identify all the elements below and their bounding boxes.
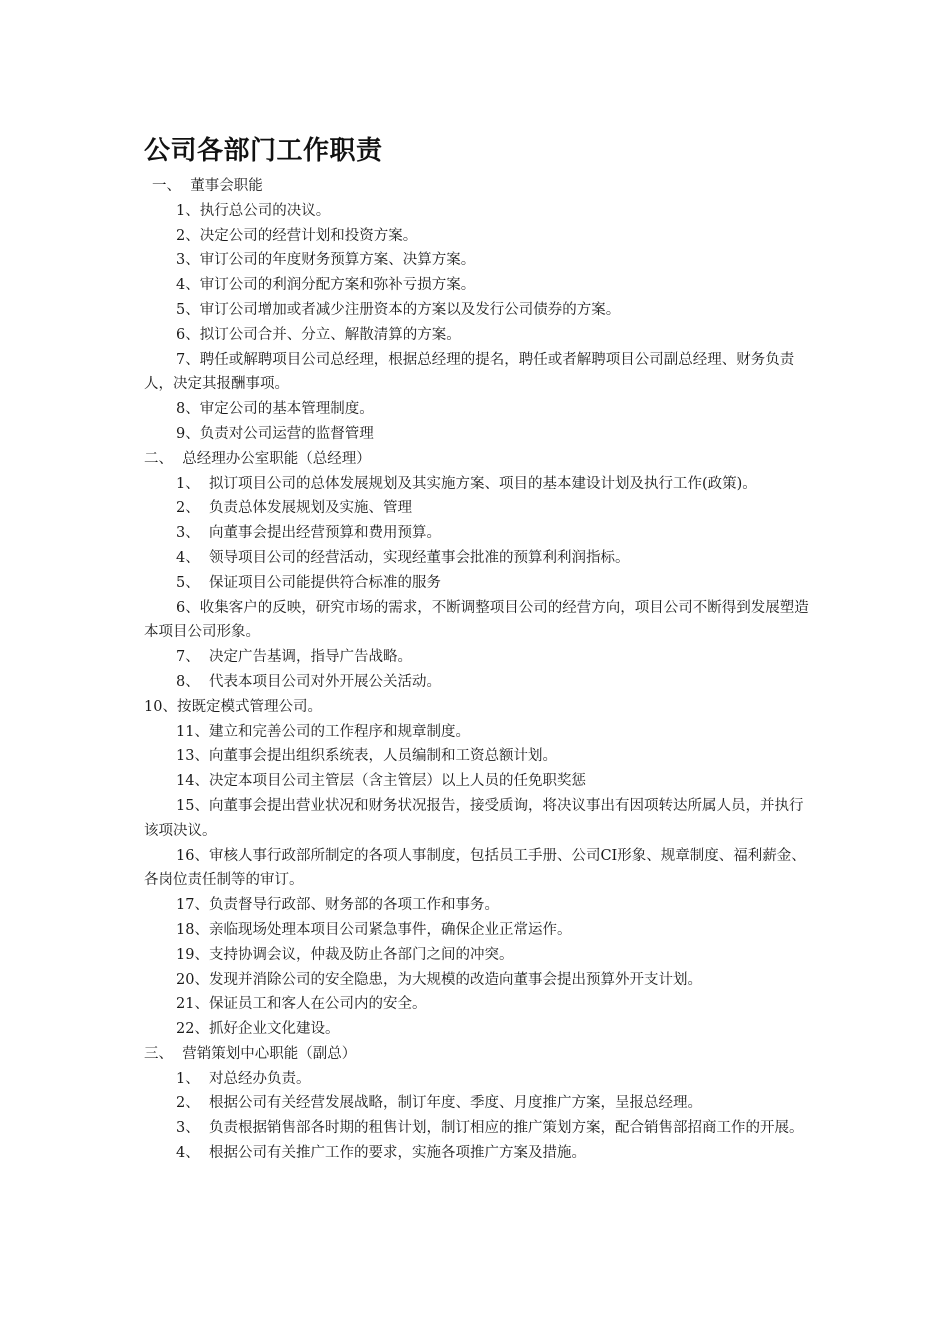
board-item-9: 9、负责对公司运营的监督管理 (176, 425, 374, 442)
gm-item-13: 13、向董事会提出组织系统表，人员编制和工资总额计划。 (176, 748, 557, 765)
board-item-8: 8、审定公司的基本管理制度。 (176, 401, 374, 418)
section-heading-marketing: 三、 营销策划中心职能（副总） (144, 1045, 357, 1062)
gm-item-19: 19、支持协调会议，仲裁及防止各部门之间的冲突。 (176, 946, 514, 963)
gm-item-22: 22、抓好企业文化建设。 (176, 1021, 340, 1038)
board-item-1: 1、执行总公司的决议。 (176, 202, 331, 219)
document-body (144, 174, 812, 1166)
gm-item-11: 11、建立和完善公司的工作程序和规章制度。 (176, 723, 470, 740)
board-item-6: 6、拟订公司合并、分立、解散清算的方案。 (176, 326, 461, 343)
gm-item-21: 21、保证员工和客人在公司内的安全。 (176, 996, 427, 1013)
board-item-5: 5、审订公司增加或者减少注册资本的方案以及发行公司债券的方案。 (176, 301, 621, 318)
gm-item-20: 20、发现并消除公司的安全隐患，为大规模的改造向董事会提出预算外开支计划。 (176, 971, 702, 988)
board-item-3: 3、审订公司的年度财务预算方案、决算方案。 (176, 252, 476, 269)
gm-item-2: 2、 负责总体发展规划及实施、管理 (176, 500, 412, 517)
document-title: 公司各部门工作职责 (144, 136, 383, 166)
board-item-4: 4、审订公司的利润分配方案和弥补亏损方案。 (176, 277, 476, 294)
gm-item-5: 5、 保证项目公司能提供符合标准的服务 (176, 574, 441, 591)
section-heading-board: 一、 董事会职能 (152, 178, 263, 194)
gm-item-10: 10、按既定模式管理公司。 (144, 698, 322, 715)
gm-item-18: 18、亲临现场处理本项目公司紧急事件，确保企业正常运作。 (176, 921, 572, 938)
section-heading-general-manager: 二、 总经理办公室职能（总经理） (144, 450, 371, 467)
marketing-item-2: 2、 根据公司有关经营发展战略，制订年度、季度、月度推广方案，呈报总经理。 (176, 1095, 702, 1112)
gm-item-6: 6、收集客户的反映，研究市场的需求，不断调整项目公司的经营方向，项目公司不断得到发展塑造本项目公司形象。 (144, 599, 809, 641)
gm-item-3: 3、 向董事会提出经营预算和费用预算。 (176, 525, 441, 542)
marketing-item-3: 3、 负责根据销售部各时期的租售计划，制订相应的推广策划方案，配合销售部招商工作的开展。 (176, 1120, 804, 1137)
gm-item-15: 15、向董事会提出营业状况和财务状况报告，接受质询，将决议事出有因项转达所属人员，并执行该项决议。 (144, 797, 804, 839)
gm-item-4: 4、 领导项目公司的经营活动，实现经董事会批准的预算利利润指标。 (176, 549, 630, 566)
marketing-item-1: 1、 对总经办负责。 (176, 1070, 311, 1087)
gm-item-1: 1、 拟订项目公司的总体发展规划及其实施方案、项目的基本建设计划及执行工作(政策)。 (176, 475, 757, 492)
board-item-2: 2、决定公司的经营计划和投资方案。 (176, 227, 418, 244)
gm-item-17: 17、负责督导行政部、财务部的各项工作和事务。 (176, 897, 499, 914)
gm-item-16: 16、审核人事行政部所制定的各项人事制度，包括员工手册、公司CI形象、规章制度、福利薪金、各岗位责任制等的审订。 (144, 847, 806, 889)
board-item-7: 7、聘任或解聘项目公司总经理，根据总经理的提名，聘任或者解聘项目公司副总经理、财务负责人，决定其报酬事项。 (144, 351, 795, 393)
gm-item-7: 7、 决定广告基调，指导广告战略。 (176, 649, 412, 666)
gm-item-14: 14、决定本项目公司主管层（含主管层）以上人员的任免职奖惩 (176, 773, 586, 790)
marketing-item-4: 4、 根据公司有关推广工作的要求，实施各项推广方案及措施。 (176, 1145, 586, 1162)
gm-item-8: 8、 代表本项目公司对外开展公关活动。 (176, 673, 441, 690)
